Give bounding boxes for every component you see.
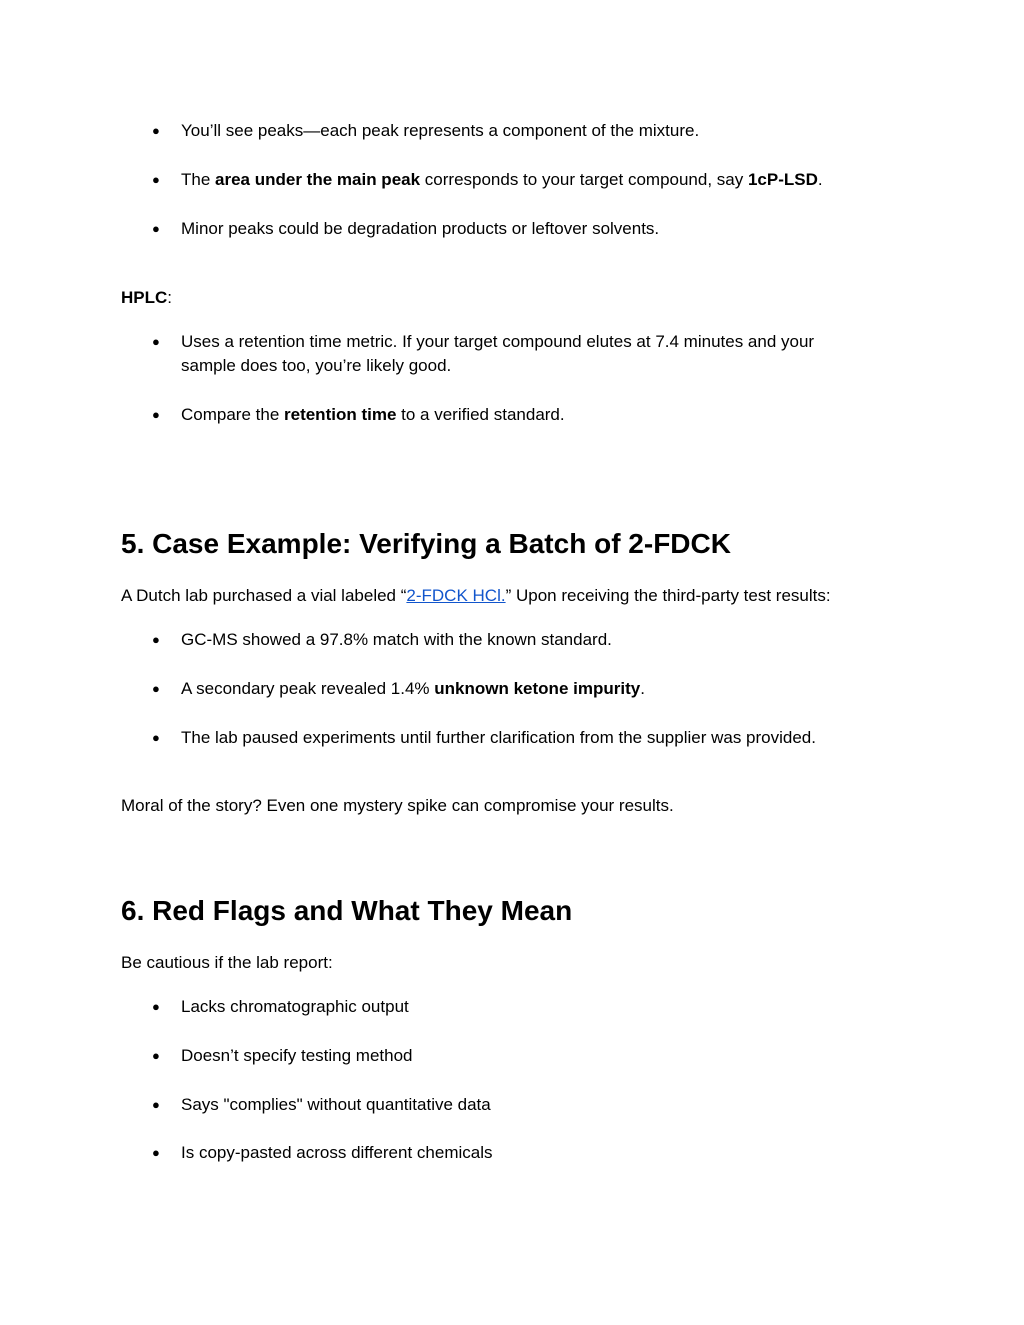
section-5-moral: Moral of the story? Even one mystery spike can compromise your results. <box>121 796 674 815</box>
list-item-text: to a verified standard. <box>396 405 565 424</box>
bullet-icon: ● <box>152 1048 160 1063</box>
section-6-intro: Be cautious if the lab report: <box>121 953 333 972</box>
bullet-icon: ● <box>152 407 160 422</box>
list-item <box>181 168 901 192</box>
bold-phrase: retention time <box>284 405 397 424</box>
hplc-label-bold: HPLC <box>121 288 168 307</box>
hplc-label <box>121 286 921 310</box>
product-link[interactable]: 2-FDCK HCl. <box>406 586 506 605</box>
bullet-icon: ● <box>152 999 160 1014</box>
list-item <box>181 119 901 143</box>
list-item-text: The lab paused experiments until further clarification from the supplier was provided. <box>181 728 816 747</box>
list-item-text: . <box>817 170 823 189</box>
list-item-text: sample does too, you’re likely good. <box>181 356 452 375</box>
section-5-intro <box>121 584 921 608</box>
bullet-icon: ● <box>152 730 160 745</box>
bold-phrase: unknown ketone impurity <box>434 679 641 698</box>
hplc-label-colon: : <box>167 288 173 307</box>
intro-text: ” Upon receiving the third-party test results: <box>505 586 831 605</box>
bullet-icon: ● <box>152 1097 160 1112</box>
list-item-text: You’ll see peaks—each peak represents a component of the mixture. <box>181 121 700 140</box>
list-item: Says "complies" without quantitative data <box>181 1095 491 1114</box>
list-item <box>181 330 901 378</box>
list-item <box>181 403 901 427</box>
section-6-heading: 6. Red Flags and What They Mean <box>121 895 573 926</box>
section-5-heading: 5. Case Example: Verifying a Batch of 2-FDCK <box>121 528 731 559</box>
list-item-text: GC-MS showed a 97.8% match with the known standard. <box>181 630 612 649</box>
bullet-icon: ● <box>152 1145 160 1160</box>
bullet-icon: ● <box>152 172 160 187</box>
list-item-text: Minor peaks could be degradation products or leftover solvents. <box>181 219 660 238</box>
bullet-icon: ● <box>152 632 160 647</box>
bold-phrase: 1cP-LSD <box>747 170 818 189</box>
list-item-text: . <box>640 679 645 698</box>
list-item: Lacks chromatographic output <box>181 997 409 1016</box>
list-item <box>181 217 901 241</box>
list-item-text: The <box>181 170 216 189</box>
bullet-icon: ● <box>152 123 160 138</box>
list-item <box>181 726 901 750</box>
list-item <box>181 628 901 652</box>
list-item-text: A secondary peak revealed 1.4% <box>181 679 435 698</box>
bullet-icon: ● <box>152 334 160 349</box>
intro-text: A Dutch lab purchased a vial labeled “ <box>121 586 407 605</box>
list-item <box>181 677 901 701</box>
bullet-icon: ● <box>152 681 160 696</box>
list-item-text: Compare the <box>181 405 284 424</box>
list-item: Doesn’t specify testing method <box>181 1046 413 1065</box>
list-item-text: Uses a retention time metric. If your target compound elutes at 7.4 minutes and your <box>181 332 815 351</box>
bullet-icon: ● <box>152 221 160 236</box>
list-item-text: corresponds to your target compound, say <box>420 170 748 189</box>
list-item: Is copy-pasted across different chemicals <box>181 1143 493 1162</box>
bold-phrase: area under the main peak <box>215 170 421 189</box>
